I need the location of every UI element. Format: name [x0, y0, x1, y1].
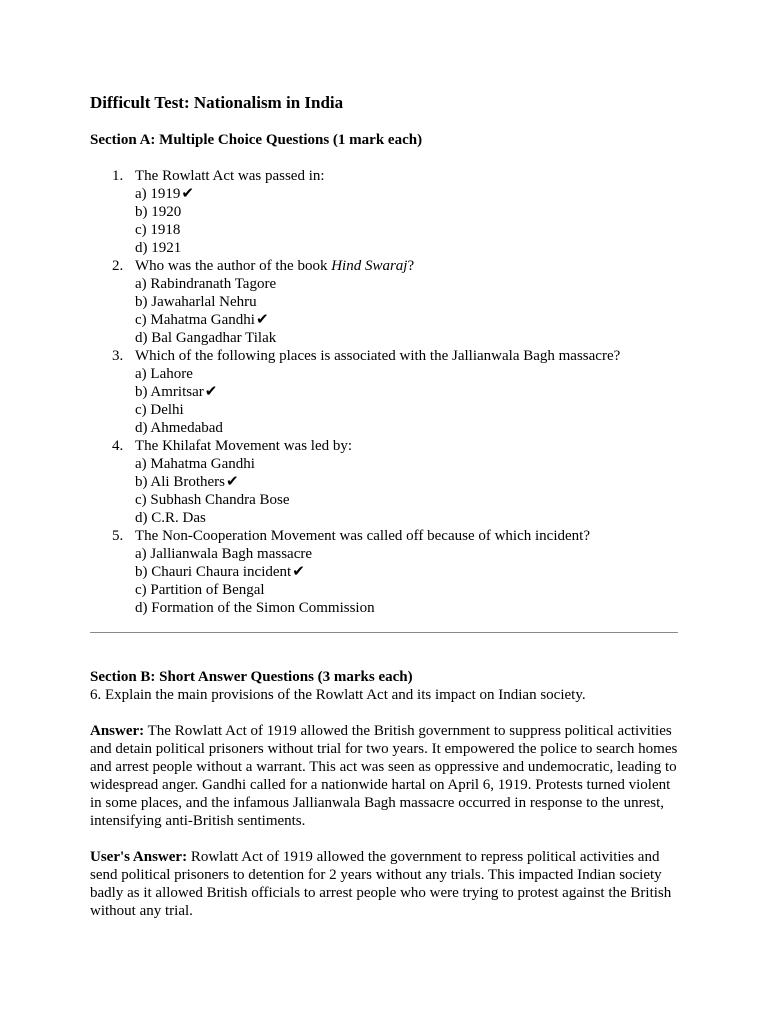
option-d: d) 1921 [135, 240, 182, 256]
check-mark-icon: ✔ [292, 564, 305, 580]
user-answer [90, 848, 680, 920]
option-a: a) Mahatma Gandhi [135, 456, 255, 472]
option-c: c) Mahatma Gandhi✔ [135, 312, 269, 328]
option-b: b) 1920 [135, 204, 182, 220]
question-text: The Khilafat Movement was led by: [135, 438, 353, 454]
question-number: 1. [112, 168, 124, 184]
section-b [90, 668, 680, 920]
question-number: 4. [112, 438, 124, 454]
mcq-list [90, 167, 690, 617]
model-answer [90, 722, 680, 830]
check-mark-icon: ✔ [204, 384, 218, 400]
check-mark-icon: ✔ [255, 312, 269, 328]
option-b: b) Amritsar✔ [135, 384, 218, 400]
book-title: Hind Swaraj [331, 258, 408, 274]
section-divider [90, 632, 678, 633]
option-a: a) Lahore [135, 366, 193, 382]
answer-text: The Rowlatt Act of 1919 allowed the British government to suppress political activities and detain political prisoners without trial for two years. It empowered the police to search homes and arrest people without a warrant. This act was seen as oppressive and undemocratic, leading to widespread anger. Gandhi called for a nationwide hartal on April 6, 1919. Protests turned violent in some places, and the infamous Jallianwala Bagh massacre occurred in response to the unrest, intensifying anti-British sentiments. [90, 723, 678, 829]
question-1 [90, 167, 690, 257]
question-3 [90, 347, 690, 437]
question-number: 5. [112, 528, 124, 544]
option-b: b) Chauri Chaura incident✔ [135, 564, 305, 580]
user-answer-label: User's Answer: [90, 849, 188, 865]
page-title: Difficult Test: Nationalism in India [90, 93, 344, 112]
option-a: a) Rabindranath Tagore [135, 276, 277, 292]
answer-label: Answer: [90, 723, 145, 739]
question-text: Who was the author of the book Hind Swaraj? [135, 258, 415, 274]
option-c: c) Subhash Chandra Bose [135, 492, 290, 508]
check-mark-icon: ✔ [181, 186, 194, 202]
short-answer-question: 6. Explain the main provisions of the Rowlatt Act and its impact on Indian society. [90, 687, 586, 703]
question-text: Which of the following places is associated with the Jallianwala Bagh massacre? [135, 348, 621, 364]
option-b: b) Ali Brothers✔ [135, 474, 239, 490]
check-mark-icon: ✔ [226, 474, 239, 490]
question-text: The Non-Cooperation Movement was called off because of which incident? [135, 528, 590, 544]
question-4 [90, 437, 690, 527]
user-answer-text: Rowlatt Act of 1919 allowed the government to repress political activities and send political prisoners to detention for 2 years without any trials. This impacted Indian society badly as it allowed British officials to arrest people who were trying to protest against the British without any trial. [90, 849, 672, 919]
option-d: d) Formation of the Simon Commission [135, 600, 375, 616]
section-b-heading: Section B: Short Answer Questions (3 marks each) [90, 669, 413, 685]
question-5 [90, 527, 690, 617]
option-c: c) Delhi [135, 402, 184, 418]
question-number: 3. [112, 348, 124, 364]
option-a: a) Jallianwala Bagh massacre [135, 546, 313, 562]
option-b: b) Jawaharlal Nehru [135, 294, 257, 310]
option-d: d) Ahmedabad [135, 420, 223, 436]
option-a: a) 1919✔ [135, 186, 194, 202]
option-c: c) Partition of Bengal [135, 582, 265, 598]
option-d: d) C.R. Das [135, 510, 206, 526]
question-number: 2. [112, 258, 124, 274]
question-2 [90, 257, 690, 347]
option-c: c) 1918 [135, 222, 181, 238]
question-text: The Rowlatt Act was passed in: [135, 168, 325, 184]
section-a-heading: Section A: Multiple Choice Questions (1 mark each) [90, 132, 423, 148]
option-d: d) Bal Gangadhar Tilak [135, 330, 277, 346]
